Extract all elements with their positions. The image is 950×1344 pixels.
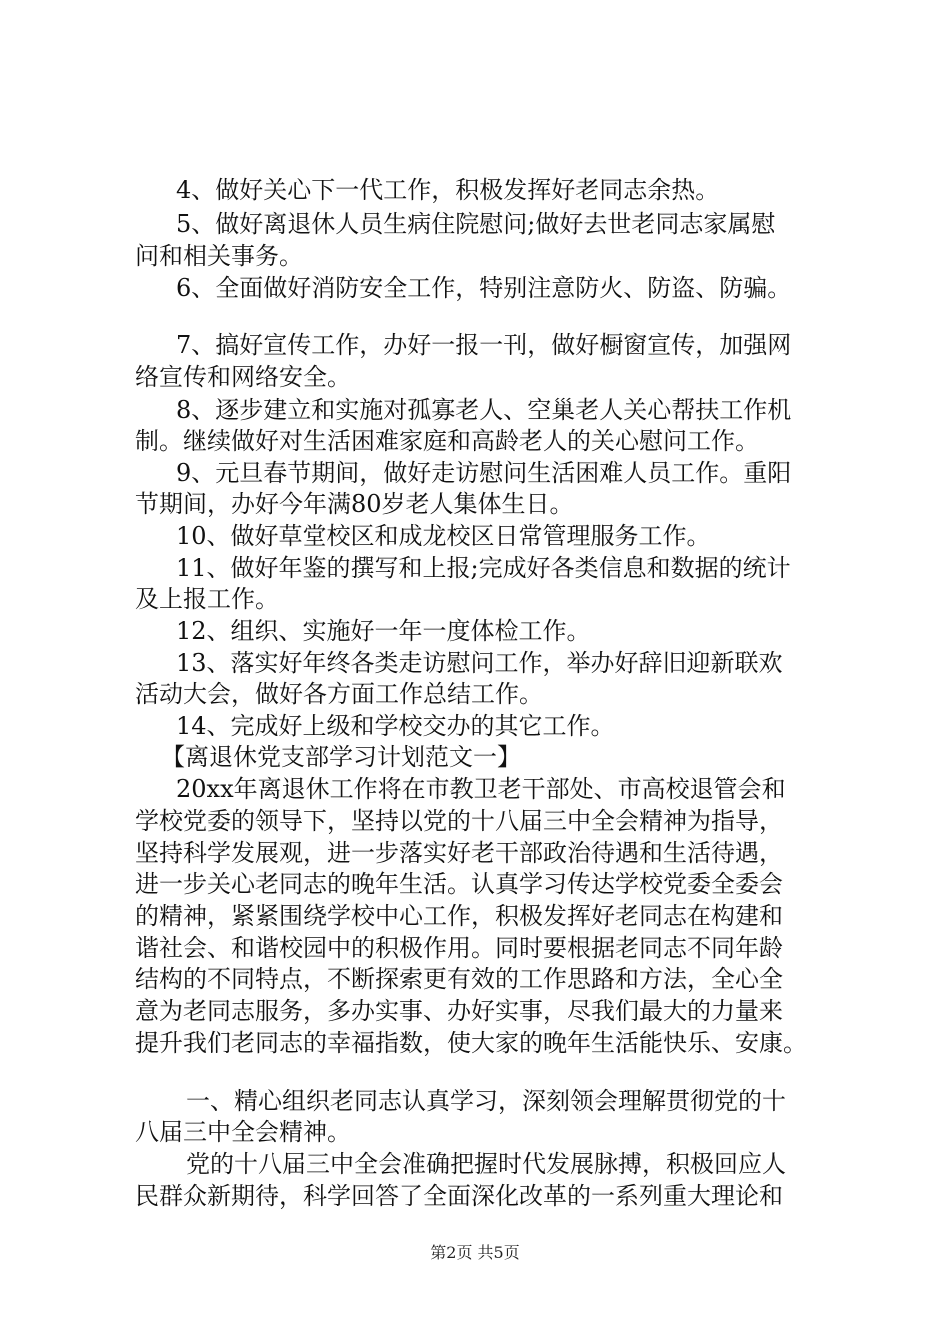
text-line: 结构的不同特点，不断探索更有效的工作思路和方法，全心全 bbox=[135, 965, 783, 993]
text-line: 八届三中全会精神。 bbox=[135, 1118, 351, 1146]
text-line: 学校党委的领导下，坚持以党的十八届三中全会精神为指导， bbox=[135, 807, 783, 835]
text-line: 13、落实好年终各类走访慰问工作，举办好辞旧迎新联欢 bbox=[176, 649, 783, 677]
text-line: 坚持科学发展观，进一步落实好老干部政治待遇和生活待遇， bbox=[135, 839, 783, 867]
text-line: 7、搞好宣传工作，办好一报一刊，做好橱窗宣传，加强网 bbox=[176, 331, 792, 359]
page-number: 第2页 共5页 bbox=[430, 1243, 520, 1262]
text-line: 及上报工作。 bbox=[135, 585, 279, 613]
text-line: 9、元旦春节期间，做好走访慰问生活困难人员工作。重阳 bbox=[176, 459, 792, 487]
text-line: 络宣传和网络安全。 bbox=[135, 363, 351, 391]
text-line: 活动大会，做好各方面工作总结工作。 bbox=[135, 680, 543, 708]
text-line: 4、做好关心下一代工作，积极发挥好老同志余热。 bbox=[176, 176, 720, 204]
text-line: 6、全面做好消防安全工作，特别注意防火、防盗、防骗。 bbox=[176, 274, 792, 302]
text-line: 提升我们老同志的幸福指数，使大家的晚年生活能快乐、安康。 bbox=[135, 1029, 807, 1057]
text-line: 进一步关心老同志的晚年生活。认真学习传达学校党委全委会 bbox=[135, 870, 783, 898]
text-line: 民群众新期待，科学回答了全面深化改革的一系列重大理论和 bbox=[135, 1182, 783, 1210]
text-line: 8、逐步建立和实施对孤寡老人、空巢老人关心帮扶工作机 bbox=[176, 396, 792, 424]
text-line: 12、组织、实施好一年一度体检工作。 bbox=[176, 617, 591, 645]
text-line: 意为老同志服务，多办实事、办好实事，尽我们最大的力量来 bbox=[135, 997, 783, 1025]
text-line: 制。继续做好对生活困难家庭和高龄老人的关心慰问工作。 bbox=[135, 427, 759, 455]
text-line: 20xx年离退休工作将在市教卫老干部处、市高校退管会和 bbox=[176, 775, 786, 803]
text-line: 党的十八届三中全会准确把握时代发展脉搏，积极回应人 bbox=[186, 1150, 786, 1178]
text-line: 节期间，办好今年满80岁老人集体生日。 bbox=[135, 490, 574, 518]
text-line: 11、做好年鉴的撰写和上报;完成好各类信息和数据的统计 bbox=[176, 554, 791, 582]
text-line: 问和相关事务。 bbox=[135, 242, 303, 270]
text-line: 的精神，紧紧围绕学校中心工作，积极发挥好老同志在构建和 bbox=[135, 902, 783, 930]
section-heading: 【离退休党支部学习计划范文一】 bbox=[161, 743, 521, 771]
text-line: 谐社会、和谐校园中的积极作用。同时要根据老同志不同年龄 bbox=[135, 934, 783, 962]
text-line: 5、做好离退休人员生病住院慰问;做好去世老同志家属慰 bbox=[176, 210, 776, 238]
page-footer bbox=[0, 1243, 950, 1263]
text-line: 一、精心组织老同志认真学习，深刻领会理解贯彻党的十 bbox=[186, 1087, 786, 1115]
text-line: 14、完成好上级和学校交办的其它工作。 bbox=[176, 712, 615, 740]
text-line: 10、做好草堂校区和成龙校区日常管理服务工作。 bbox=[176, 522, 711, 550]
